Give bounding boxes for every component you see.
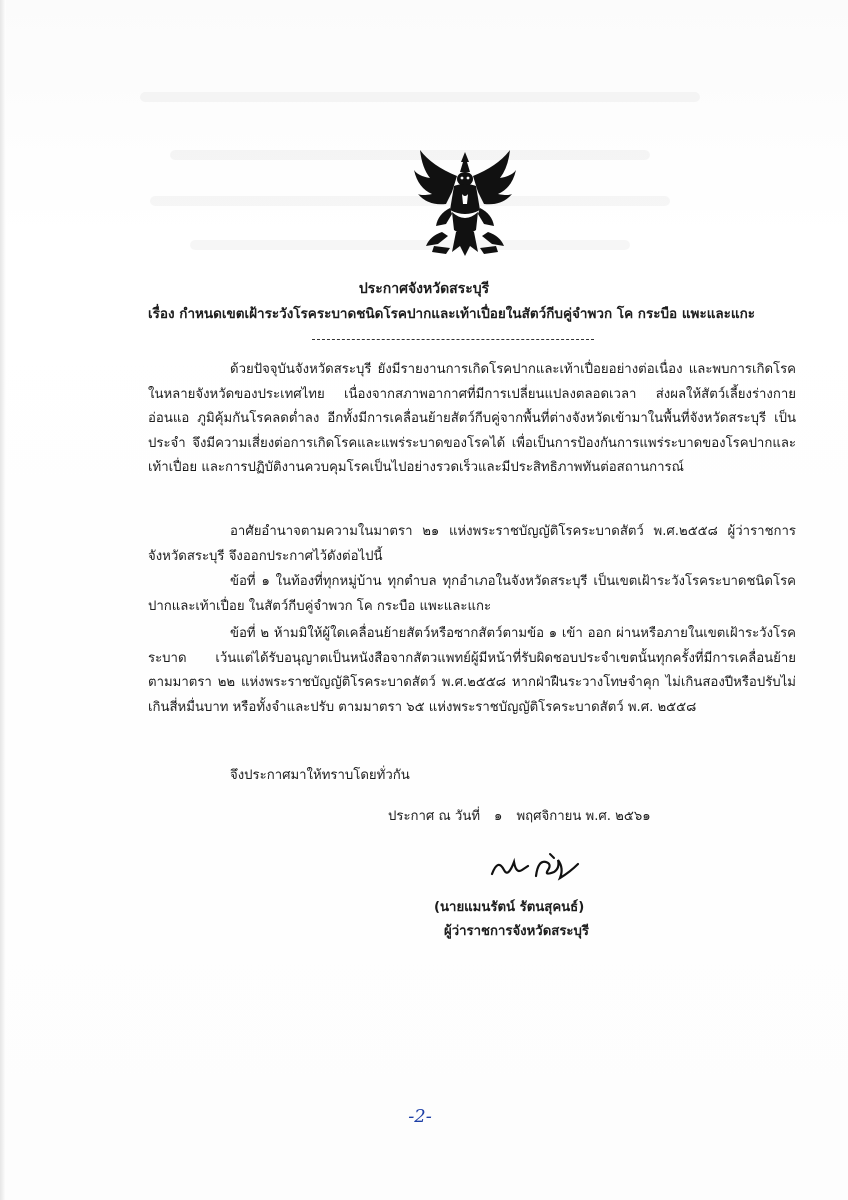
announcement-date — [388, 805, 651, 826]
signer-name: (นายแมนรัตน์ รัตนสุคนธ์) — [434, 900, 585, 915]
paragraph-closing: จึงประกาศมาให้ทราบโดยทั่วกัน — [230, 768, 410, 783]
paragraph-clause-2: ข้อที่ ๒ ห้ามมิให้ผู้ใดเคลื่อนย้ายสัตว์หรือซากสัตว์ตามข้อ ๑ เข้า ออก ผ่านหรือภายในเขตเฝ้าระวังโรคระบาด เว้นแต่ได้รับอนุญาตเป็นหนังสือจากสัตวแพทย์ผู้มีหน้าที่รับผิดชอบประจำเขตนั้นทุกครั้งที่มีการเคลื่อนย้าย ตามมาตรา ๒๒ แห่งพระราชบัญญัติโรคระบาดสัตว์ พ.ศ.๒๕๕๘ หากฝ่าฝืนระวางโทษจำคุก ไม่เกินสองปีหรือปรับไม่เกินสี่หมื่นบาท หรือทั้งจำและปรับ ตามมาตรา ๖๕ แห่งพระราชบัญญัติโรคระบาดสัตว์ พ.ศ. ๒๕๕๘ — [148, 626, 796, 715]
handwritten-signature — [488, 848, 584, 884]
signer-position: ผู้ว่าราชการจังหวัดสระบุรี — [444, 924, 589, 939]
date-day: ๑ — [494, 809, 503, 824]
date-month-year: พฤศจิกายน พ.ศ. ๒๕๖๑ — [516, 809, 651, 824]
bleed-through-mark — [140, 92, 700, 102]
paragraph-background: ด้วยปัจจุบันจังหวัดสระบุรี ยังมีรายงานการเกิดโรคปากและเท้าเปื่อยอย่างต่อเนื่อง และพบการเกิดโรคในหลายจังหวัดของประเทศไทย เนื่องจากสภาพอากาศที่มีการเปลี่ยนแปลงตลอดเวลา ส่งผลให้สัตว์เลี้ยงร่างกายอ่อนแอ ภูมิคุ้มกันโรคลดต่ำลง อีกทั้งมีการเคลื่อนย้ายสัตว์กีบคู่จากพื้นที่ต่างจังหวัดเข้ามาในพื้นที่จังหวัดสระบุรี เป็นประจำ จึงมีความเสี่ยงต่อการเกิดโรคและแพร่ระบาดของโรคได้ เพื่อเป็นการป้องกันการแพร่ระบาดของโรคปากและเท้าเปื่อย และการปฏิบัติงานควบคุมโรคเป็นไปอย่างรวดเร็วและมีประสิทธิภาพทันต่อสถานการณ์ — [148, 362, 796, 475]
paragraph-authority: อาศัยอำนาจตามความในมาตรา ๒๑ แห่งพระราชบัญญัติโรคระบาดสัตว์ พ.ศ.๒๕๕๘ ผู้ว่าราชการจังหวัดสระบุรี จึงออกประกาศไว้ดังต่อไปนี้ — [148, 524, 796, 564]
bleed-through-mark — [170, 150, 650, 160]
page-number: -2- — [408, 1106, 432, 1127]
divider-line — [312, 339, 594, 340]
page-edge-shadow — [0, 0, 6, 1200]
date-prefix: ประกาศ ณ วันที่ — [388, 809, 481, 824]
bleed-through-mark — [150, 196, 670, 206]
garuda-emblem-icon — [412, 148, 518, 258]
paragraph-clause-1: ข้อที่ ๑ ในท้องที่ทุกหมู่บ้าน ทุกตำบล ทุกอำเภอในจังหวัดสระบุรี เป็นเขตเฝ้าระวังโรคระบาดชนิดโรคปากและเท้าเปื่อย ในสัตว์กีบคู่จำพวก โค กระบือ แพะและแกะ — [148, 574, 796, 614]
document-subject: เรื่อง กำหนดเขตเฝ้าระวังโรคระบาดชนิดโรคปากและเท้าเปื่อยในสัตว์กีบคู่จำพวก โค กระบือ แพะและแกะ — [148, 306, 756, 322]
bleed-through-mark — [190, 240, 630, 250]
document-title: ประกาศจังหวัดสระบุรี — [358, 281, 490, 297]
